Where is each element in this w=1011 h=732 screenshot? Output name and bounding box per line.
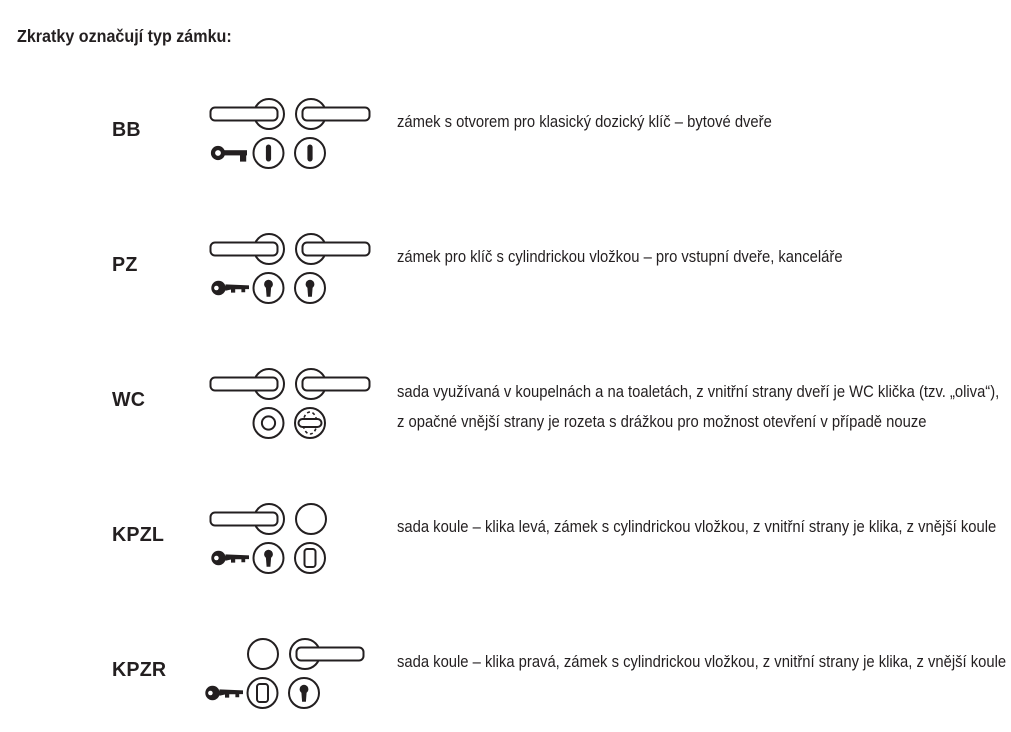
lock-description (397, 242, 843, 272)
lock-set-diagram (205, 231, 375, 306)
description-line: sada využívaná v koupelnách a na toaletách, z vnitřní strany dveří je WC klička (tzv. „oliva“), (397, 382, 1000, 401)
description-line: zámek s otvorem pro klasický dozický klíč – bytové dveře (397, 112, 772, 131)
cylinder-key-icon (205, 686, 243, 700)
lock-description (397, 512, 996, 542)
lock-description (397, 107, 772, 137)
bb-keyhole-rosette-icon (254, 138, 284, 168)
description-line: z opačné vnější strany je rozeta s drážkou pro možnost otevření v případě nouze (397, 412, 927, 431)
cylinder-key-icon (211, 281, 249, 295)
lock-type-row-pz (0, 231, 1011, 321)
lock-set-diagram (205, 96, 375, 171)
pz-keyhole-rosette-icon (295, 273, 325, 303)
lock-code-label: KPZR (112, 658, 167, 681)
cylinder-key-icon (211, 551, 249, 565)
blind-rosette-icon (248, 678, 278, 708)
bb-keyhole-rosette-icon (295, 138, 325, 168)
lock-type-row-kpzr (0, 636, 1011, 726)
lock-code-label: WC (112, 388, 146, 411)
lever-handle-left-icon (211, 234, 285, 264)
lever-handle-left-icon (211, 369, 285, 399)
lock-description (397, 377, 999, 437)
lock-code-label: PZ (112, 253, 138, 276)
lock-type-row-wc (0, 366, 1011, 456)
lock-type-row-kpzl (0, 501, 1011, 591)
lever-handle-right-icon (296, 234, 370, 264)
lock-description (397, 647, 1006, 677)
lock-code-label: KPZL (112, 523, 165, 546)
lever-handle-right-icon (296, 99, 370, 129)
description-line: sada koule – klika pravá, zámek s cylindrickou vložkou, z vnitřní strany je klika, z vnější koule (397, 652, 1007, 671)
page-title: Zkratky označují typ zámku: (17, 26, 232, 46)
lever-handle-right-icon (296, 369, 370, 399)
lock-set-diagram (199, 636, 369, 711)
ball-knob-icon (296, 504, 326, 534)
pz-keyhole-rosette-icon (289, 678, 319, 708)
classic-key-icon (213, 148, 247, 162)
lock-set-diagram (205, 501, 375, 576)
wc-oliva-knob-icon (295, 408, 325, 438)
ball-knob-icon (248, 639, 278, 669)
lever-handle-left-icon (211, 99, 285, 129)
lock-code-label: BB (112, 118, 141, 141)
lock-type-row-bb (0, 96, 1011, 186)
lever-handle-left-icon (211, 504, 285, 534)
description-line: sada koule – klika levá, zámek s cylindrickou vložkou, z vnitřní strany je klika, z vnější koule (397, 517, 997, 536)
wc-groove-rosette-icon (254, 408, 284, 438)
pz-keyhole-rosette-icon (254, 543, 284, 573)
lever-handle-right-icon (290, 639, 364, 669)
pz-keyhole-rosette-icon (254, 273, 284, 303)
lock-set-diagram (205, 366, 375, 441)
blind-rosette-icon (295, 543, 325, 573)
description-line: zámek pro klíč s cylindrickou vložkou – pro vstupní dveře, kanceláře (397, 247, 843, 266)
